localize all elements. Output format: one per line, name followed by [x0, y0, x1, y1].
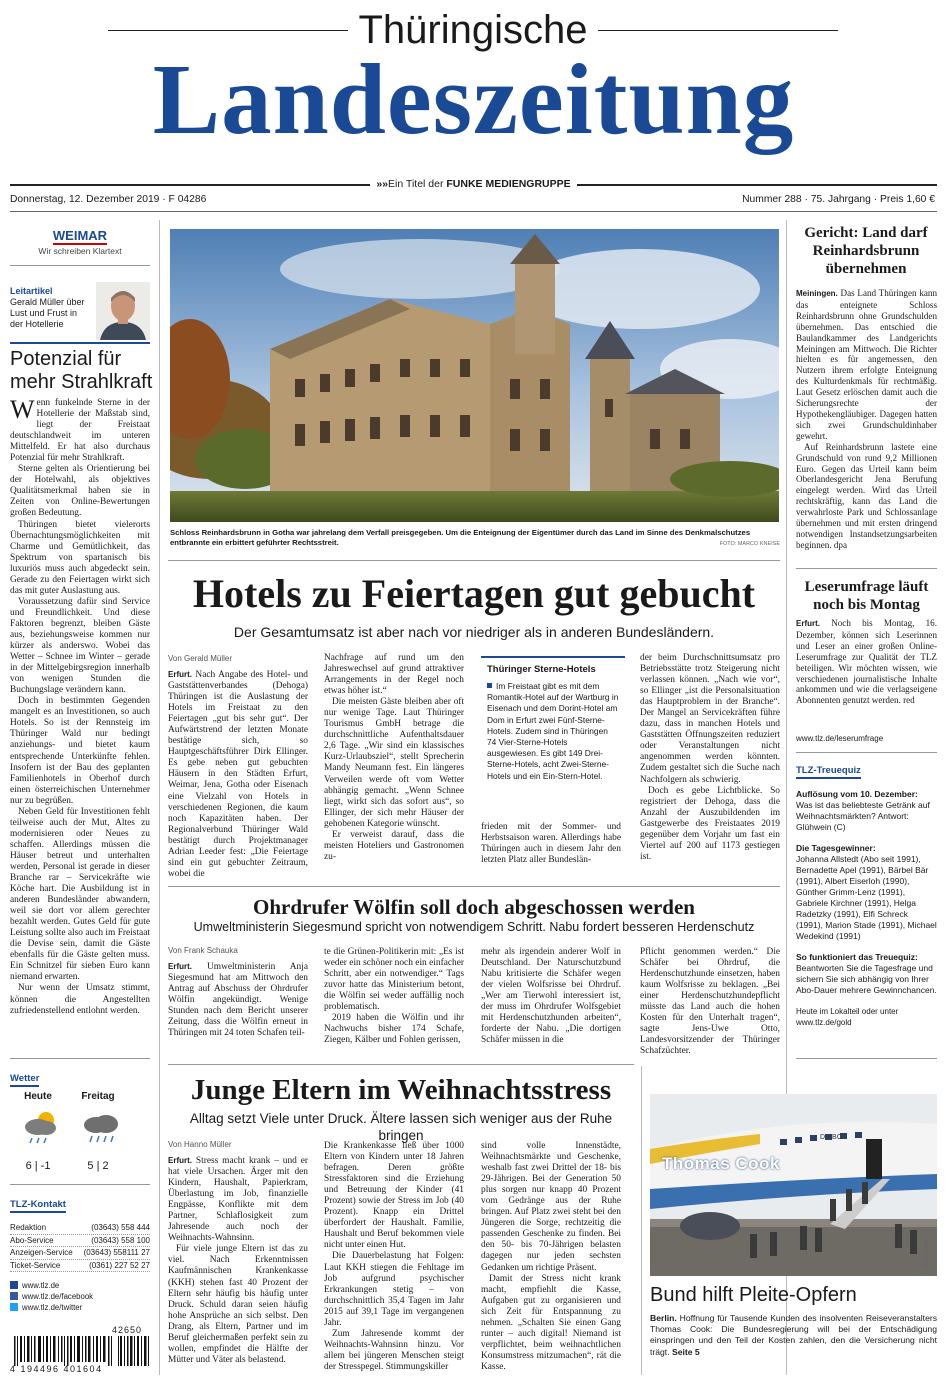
wolf-subhead: Umweltministerin Siegesmund spricht von notwendigem Schritt. Nabu fordert besseren Herdenschutz	[193, 920, 755, 934]
eltern-col2: Die Krankenkasse ließ über 1000 Eltern von Kindern unter 18 Jahren befragen. Deren größte Stressfaktoren sind die Erziehung und Betreuung der Kinder (41 Prozent) sowie der Stress im Job (40 Prozent). Knapp ein Drittel überfordert der Haushalt. Familie, Haushalt und Beruf bekommen viele nicht unter einen Hut. Die Dauerbelastung hat Folgen: Laut KKH stiegen die Fehltage im Job aufgrund psychischer Erkrankungen stetig – von durchschnittlich 35,4 Tagen im Jahr 2015 auf 39,1 Tage im vergangenen Jahr. Zum Jahresende kommt der Weihnachts-Wahnsinn hinzu. Vor allem bei jüngeren Menschen steigt der Stresspegel. Stimmungskiller	[324, 1141, 464, 1372]
leitartikel-teaser-box	[10, 286, 92, 330]
barcode-bottom-digits: 4 194496 401604	[10, 1364, 103, 1374]
leitartikel-kicker: Leitartikel	[10, 286, 53, 296]
weather-box	[10, 1068, 150, 1087]
issue-line: Nummer 288 · 75. Jahrgang · Preis 1,60 €	[742, 194, 935, 205]
treue-footer: Heute im Lokalteil oder unter	[796, 1007, 899, 1016]
right-rule-1	[796, 568, 937, 569]
weather-day-today: Heute	[24, 1091, 52, 1102]
portrait-image	[96, 282, 150, 340]
facebook-icon	[10, 1292, 18, 1300]
treue-title: TLZ-Treuequiz	[796, 765, 861, 779]
treue-how-text: Beantworten Sie die Tagesfrage und sichern Sie sich abhängig von Ihrer Abo-Dauer mehrere Gewinnchancen.	[796, 963, 937, 995]
bund-ref[interactable]: Seite 5	[671, 1346, 700, 1357]
hotels-col4: der beim Durchschnittsumsatz pro Betriebsstätte trotz Steigerung nicht verlassen können. „Nach wie vor“, so Ellinger „ist die Personalsituation das Hauptproblem in der Branche“. Der Mangel an Servicekräften führe dazu, dass in manchen Hotels und Gaststätten Öffnungszeiten reduziert oder Veranstaltungen nicht angenommen werden könnten. Zudem gestaltet sich die Suche nach Nachfolgern als schwierig. Doch es gebe Lichtblicke. So registriert der Dehoga, dass die Anzahl der Auszubildenden im Gastgewerbe des Freistaates 2019 gegenüber dem Vorjahr um fast ein Viertel auf 200 auf 1173 gestiegen ist.	[640, 653, 780, 862]
hotels-col1	[168, 654, 308, 880]
hotels-infobox-title: Thüringer Sterne-Hotels	[487, 664, 596, 675]
survey-link[interactable]: www.tlz.de/leserumfrage	[796, 734, 884, 743]
castle-image	[170, 229, 779, 522]
left-rule-1	[10, 265, 150, 266]
hotels-dateline: Erfurt.	[168, 670, 192, 679]
center-rule-3	[168, 1064, 634, 1065]
date-line: Donnerstag, 12. Dezember 2019 · F 04286	[10, 194, 207, 205]
leitartikel-p1: enn funkelnde Sterne in der Hotellerie der Maßstab sind, liegt der Freistaat deutschlandweit im unteren Mittelfeld. Er hat also durchaus Potenzial für mehr Strahlkraft.	[10, 398, 150, 464]
hotels-col1-text: Nach Angabe des Hotel- und Gaststättenverbandes (Dehoga) Thüringen ist die Auslastung der Hotels im Freistaat zu den Feiertagen „gut bis sehr gut“. Der Aufwärtstrend der letzten Monate bestätige sich, so Hauptgeschäftsführer Dirk Ellinger. Es gebe neben gut gebuchten Häusern in den Städten Erfurt, Weimar, Jena, Gotha oder Eisenach eine Vielzahl von Hotels in verschiedenen Regionen, die kaum noch Kapazitäten haben. Der Regionalverbund Thüringer Wald bestätigt durch Projektmanager Adrian Leeder fest: „Die Feiertage sind ein gut gebuchter Zeitraum, wobei die	[168, 670, 308, 879]
court-p1: Das Land Thüringen kann das enteignete Schloss Reinhardsbrunn ohne Grundschulden übernehmen. Das entschied die Baulandkammer des Landgerichts Meiningen am Mittwoch. Die Richter hielten es für angemessen, den Nutzern ihrem erfolgte Enteignung des Kulturdenkmals für rechtmäßig. Laut Gesetz erlöschen damit auch die Sicherungsrechte der Hypothekengläubiger. Dagegen hatten sich zwei Grundschuldinhaber gewehrt.	[796, 288, 937, 441]
edition-city: WEIMAR	[52, 228, 108, 243]
masthead-line1: Thüringische	[358, 8, 588, 52]
leitartikel-p6: Neben Geld für Investitionen fehlt teilweise auch der Mut, Altes zu modernisieren oder Neues zu schaffen. Allerdings müssen die Häuser betreut und unterhalten werden, Personal ist gerade in dieser Branche rar – Servicekräfte wie Köche hart. Die Ausbildung ist in anderen Bundesländer abwandern, weil sie dort vor allem gerechter bezahlt werden. Gutes Geld für gute Leistung sollte also auch im Freistaat die Devise sein, damit die Gäste ebenfalls für die Gäste gelten muss. Ein Schnitzel für sieben Euro kann niemand erwarten.	[10, 806, 150, 983]
eltern-col3: sind volle Innenstädte, Weihnachtsmärkte und Geschenke, weshalb fast zwei Drittel der 18- bis 29-Jährigen. Bei der Generation 50 plus sorgen nur knapp 40 Prozent vom Gedränge aus der Ruhe bringen. Auf Platz zwei steht bei den Jüngeren die Sorge, rechtzeitig die passenden Geschenke zu finden. Bei den 50- bis 70-Jährigen belasten dagegen nur jeden sechsten Gedanken um richtige Präsent. Damit der Stress nicht krank macht, empfiehlt die Kasse, Aufgaben gut zu organisieren und sich Zeit für Entspannung zu nehmen. „Schalten Sie einen Gang runter – auch digital! Niemand ist verpflichtet, beim weihnachtlichen Konsumstress mitzumachen“, rät die Kasse.	[481, 1141, 621, 1372]
twitter-icon	[10, 1303, 18, 1311]
leitartikel-p2: Sterne gelten als Orientierung bei der Hotelwahl, als objektives Qualitätsmerkmal haben sie in Zeiten von Online-Bewertungen großen Bedeutung.	[10, 464, 150, 519]
weather-title: Wetter	[10, 1073, 39, 1087]
contact-links	[10, 1280, 150, 1313]
funke-name: FUNKE MEDIENGRUPPE	[446, 178, 571, 190]
barcode-image	[12, 1336, 152, 1366]
wolf-dateline: Erfurt.	[168, 962, 192, 971]
rain-sun-icon	[20, 1108, 62, 1146]
court-body	[796, 288, 937, 551]
contact-box	[10, 1194, 150, 1213]
rain-cloud-icon	[80, 1108, 122, 1146]
plane-photo	[650, 1094, 937, 1276]
treue-footer-link[interactable]: www.tlz.de/gold	[796, 1018, 852, 1027]
treue-body	[796, 789, 937, 1028]
court-headline: Gericht: Land darf Reinhardsbrunn übernehmen	[804, 225, 928, 277]
left-col-separator	[159, 220, 160, 1375]
treue-winners: Johanna Allstedt (Abo seit 1991), Bernadette Apel (1991), Bärbel Bär (1991), Albert Eiserloh (1990), Günther Grimm-Lenz (1991), Gabriele Kirchner (1991), Helga Radetzky (1991), Elfi Schreck (1991), Marion Stade (1991), Michael Wedekind (1991)	[796, 854, 937, 941]
leitartikel-p3: Thüringen bietet vielerorts Übernachtungsmöglichkeiten mit Charme und Gemütlichkeit, das Spektrum von spartanisch bis luxuriös muss auch abgedeckt sein. Gerade zu den Feiertagen wirkt sich das mit guter Auslastung aus.	[10, 519, 150, 596]
eltern-subhead: Alltag setzt Viele unter Druck. Ältere lassen sich weniger aus der Ruhe bringen	[189, 1111, 613, 1143]
hotels-infobox	[481, 656, 625, 818]
leitartikel-p5: Doch in bestimmten Gegenden mangelt es an Investitionen, so auch Hotels. So ist der Rennsteig im Thüringer Wald nur bedingt anziehungs- und bietet kaum entsprechende Unterkünfte fehlen. Insofern ist der Bau des geplanten Familienhotels in Oberhof durch einen österreichischen Unternehmer nur zu begrüßen.	[10, 696, 150, 806]
wolf-byline: Von Frank Schauka	[168, 946, 238, 955]
treue-winners-label: Die Tagesgewinner:	[796, 843, 876, 853]
leitartikel-p7: Nur wenn der Umsatz stimmt, können die Angestellten zufriedenstellend entlohnt werden.	[10, 983, 150, 1016]
link-web[interactable]: www.tlz.de	[22, 1281, 60, 1290]
hotels-col3b: frieden mit der Sommer- und Herbstsaison waren. Allerdings habe Thüringen auch in diesem Jahr den letzten Platz aller Bundeslän-	[481, 822, 621, 866]
eltern-separator	[641, 1066, 642, 1375]
center-rule-2	[168, 886, 780, 887]
wolf-col1: Von Frank Schauka Erfurt. Umweltministerin Anja Siegesmund hat am Mittwoch den Antrag auf Abschuss der Ohrdrufer Wölfin angekündigt. Wenige Stunden nach dem Bericht unserer Zeitung, dass die Wölfin erneut in Thüringen mit 24 toten Schafen teil-	[168, 946, 308, 1039]
contact-row: Ticket-Service (0361) 227 52 27	[10, 1260, 150, 1273]
wolf-headline: Ohrdrufer Wölfin soll doch abgeschossen werden	[252, 895, 695, 919]
wolf-col2: te die Grünen-Politikerin mit: „Es ist weder ein schöner noch ein einfacher Schritt, aber ein notwendiger.“ Tags zuvor hatte das Ministerium betont, die Wölfin sei weder auffällig noch problematisch. 2019 haben die Wölfin und ihr Nachwuchs bisher 174 Schafe, Ziegen, Kälber und Fohlen gerissen,	[324, 947, 464, 1046]
author-portrait	[96, 282, 150, 340]
leitartikel-headline: Potenzial für mehr Strahlkraft	[10, 348, 153, 393]
hotels-subhead: Der Gesamtumsatz ist aber nach vor niedriger als in anderen Bundesländern.	[233, 624, 715, 640]
funke-arrows-icon: »»	[376, 178, 389, 190]
weather-temps-friday: 5 | 2	[87, 1160, 109, 1172]
right-rule-2	[796, 752, 937, 753]
dropcap: W	[10, 395, 35, 424]
eltern-headline: Junge Eltern im Weihnachtsstress	[190, 1074, 612, 1106]
contact-rows	[10, 1222, 150, 1272]
court-dateline: Meiningen.	[796, 289, 838, 298]
bullet-square-icon	[487, 683, 492, 688]
plane-reg: D-ABO	[820, 1134, 843, 1141]
hotels-headline: Hotels zu Feiertagen gut gebucht	[192, 571, 756, 616]
link-twitter[interactable]: www.tlz.de/twitter	[22, 1303, 83, 1312]
court-p2: Auf Reinhardsbrunn lastete eine Grundschuld von rund 9,2 Millionen Euro. Gegen das Urteil kann beim Oberlandesgericht Jena Berufung eingelegt werden. Wird das Urteil rechtskräftig, kann das Land die verwahrloste Park und Schlossanlage übernehmen und mit ersten dringend notwendigen Instandsetzungsarbeiten beginnen. dpa	[796, 441, 937, 550]
left-rule-2	[10, 342, 150, 344]
photo-caption: Schloss Reinhardsbrunn in Gotha war jahrelang dem Verfall preisgegeben. Um die Enteignung der Eigentümer durch das Land im Sinne des Denkmalschutzes entbrannte ein erbittert geführter Rechtsstreit.	[170, 528, 751, 547]
funke-line	[0, 178, 947, 190]
right-rule-3	[796, 1058, 937, 1059]
weather-temps-today: 6 | -1	[25, 1160, 51, 1172]
contact-title: TLZ-Kontakt	[10, 1199, 66, 1213]
plane-brand: Thomas Cook	[662, 1154, 780, 1173]
eltern-col1: Von Hanno Müller Erfurt. Stress macht krank – und er hat viele Ursachen. Ärger mit den Kindern, Haushalt, Papierkram, Überlastung im Job, finanzielle Engpässe, Konflikte mit dem Partner, Schlaflosigkeit zum Jahresende auch noch der Weihnachts-Wahnsinn. Für viele junge Eltern ist das zu viel. Nach Erkenntnissen Kaufmännischen Krankenkasse (KKH) stehen fast 40 Prozent der Eltern sehr häufig bis häufig unter Druck. Schuld daran seien häufig hohe Ansprüche an sich selbst. Den Drang, als Eltern, Partner und im Beruf gleichermaßen perfekt sein zu wollen, empfindet die Hälfte der Mütter und Väter als belastend.	[168, 1140, 309, 1365]
survey-headline: Leserumfrage läuft noch bis Montag	[804, 579, 929, 613]
left-rule-3	[10, 1058, 150, 1059]
barcode-top-digits: 42650	[112, 1325, 143, 1335]
treue-how-label: So funktioniert das Treuequiz:	[796, 952, 918, 962]
hotels-byline: Von Gerald Müller	[168, 654, 233, 663]
leitartikel-p4: Voraussetzung dafür sind Service und Freundlichkeit. Und diese Faktoren begrenzt, bleiben Gäste aus, beziehungsweise kommen nur kürzer als anderswo. Wobei das Wetter – Schnee im Winter – gerade in der Mittelgebirgsregion innerhalb von wenigen Stunden die Buchungslage verändern kann.	[10, 596, 150, 696]
survey-body	[796, 618, 937, 706]
treue-box	[796, 760, 937, 779]
eltern-byline: Von Hanno Müller	[168, 1140, 232, 1149]
hotels-col2: Nachfrage auf rund um den Jahreswechsel auf grund attraktiver Arrangements in der Regel noch etwas höher ist.“ Die meisten Gäste bleiben aber oft nur wenige Tage. Laut Thüringer Tourismus GmbH betrage die durchschnittliche Aufenthaltsdauer 2,6 Tage. „Wir sind ein klassisches Kurz-Urlaubsziel“, stellt Sprecherin Mandy Neumann fest. Ein längeres Verweilen werde oft vom Wetter abhängig gemacht. „Wenn Schnee liegt, wirkt sich das sofort aus“, so Ellinger, der sich mehr Häuser der gehobenen Kategorie wünscht. Er verweist darauf, dass die meisten Hoteliers und Gastronomen zu-	[324, 653, 464, 862]
wolf-col4: Pflicht genommen werden.“ Die Schäfer bei Ohrdruf, die Herdenschutzhunde einsetzen, haben kaum Wolfsrisse zu beklagen. „Bei einer Herdenschutzhundepflicht müsste das Land auch die hohen Kosten für den Unterhalt tragen“, sagte Jens-Uwe Otto, Landesvorsitzender der Thüringer Schafzüchter.	[640, 947, 780, 1057]
leitartikel-body	[10, 395, 150, 1017]
link-facebook[interactable]: www.tlz.de/facebook	[22, 1292, 94, 1301]
eltern-dateline: Erfurt.	[168, 1156, 192, 1165]
edition-box	[10, 228, 150, 256]
hotels-infobox-text: Im Freistaat gibt es mit dem Romantik-Hotel auf der Wartburg in Eisenach und dem Dorint-Hotel am Dom in Erfurt zwei Fünf-Sterne-Hotels. Zudem sind in Thüringen 74 Vier-Sterne-Hotels ausgewiesen. Es gibt 149 Drei-Sterne-Hotels, acht Zwei-Sterne-Hotels und ein Ein-Stern-Hotel.	[487, 681, 619, 781]
bund-headline: Bund hilft Pleite-Opfern	[650, 1284, 857, 1306]
castle-photo	[170, 229, 779, 522]
treue-q-text: Was ist das beliebteste Getränk auf Weihnachtsmärkten? Antwort: Glühwein (C)	[796, 800, 930, 832]
bund-dateline: Berlin.	[650, 1313, 677, 1323]
masthead-rule-left	[108, 30, 348, 31]
wolf-col3: mehr als irgendein anderer Wolf in Deutschland. Der Naturschutzbund Nabu kritisierte die Schäfer wegen der vielen Wolfsrisse bei Ohrdruf. „Wer am Tierwohl interessiert ist, der muss im Ohrdrufer Wolfsgebiet mit Herdenschutzhunden arbeiten“, forderte der Nabu. „Die dortigen Schäfer müssen in die	[481, 947, 621, 1046]
center-rule-1	[168, 560, 780, 561]
contact-row: Abo-Service (03643) 558 100	[10, 1235, 150, 1248]
funke-pre: Ein Titel der	[388, 178, 444, 190]
contact-row: Redaktion (03643) 558 444	[10, 1222, 150, 1235]
weather-day-friday: Freitag	[81, 1091, 115, 1102]
plane-image	[650, 1094, 937, 1276]
masthead-title: Landeszeitung	[152, 43, 795, 155]
bund-body	[650, 1313, 937, 1358]
survey-text: Noch bis Montag, 16. Dezember, können sich Leserinnen und Leser an einer großen Online-Leserumfrage zur Qualität der TLZ beteiligen. Wir möchten wissen, wie verschiedenen journalistische Inhalte ankommen und wie die verlagseigene Abonnenten genutzt werden. red	[796, 618, 937, 706]
web-icon	[10, 1281, 18, 1289]
leitartikel-teaser: Gerald Müller über Lust und Frust in der Hotellerie	[10, 297, 85, 329]
header-thin-rule	[10, 211, 937, 212]
contact-row: Anzeigen-Service (03643) 558111 27	[10, 1247, 150, 1260]
bund-text: Hoffnung für Tausende Kunden des insolventen Reiseveranstalters Thomas Cook: Die Bundesregierung will bei der Entschädigung einspringen und den Teil der Kosten zahlen, den die Versicherung nicht trägt.	[650, 1313, 938, 1357]
treue-q-label: Auflösung vom 10. Dezember:	[796, 789, 918, 799]
left-rule-4	[10, 1184, 150, 1185]
photo-credit: FOTO: MARCO KNEISE	[719, 541, 780, 547]
masthead-rule-right	[598, 30, 838, 31]
survey-dateline: Erfurt.	[796, 619, 820, 628]
edition-motto: Wir schreiben Klartext	[38, 246, 122, 256]
plane-credit: FOTO: DPA	[924, 1240, 930, 1270]
